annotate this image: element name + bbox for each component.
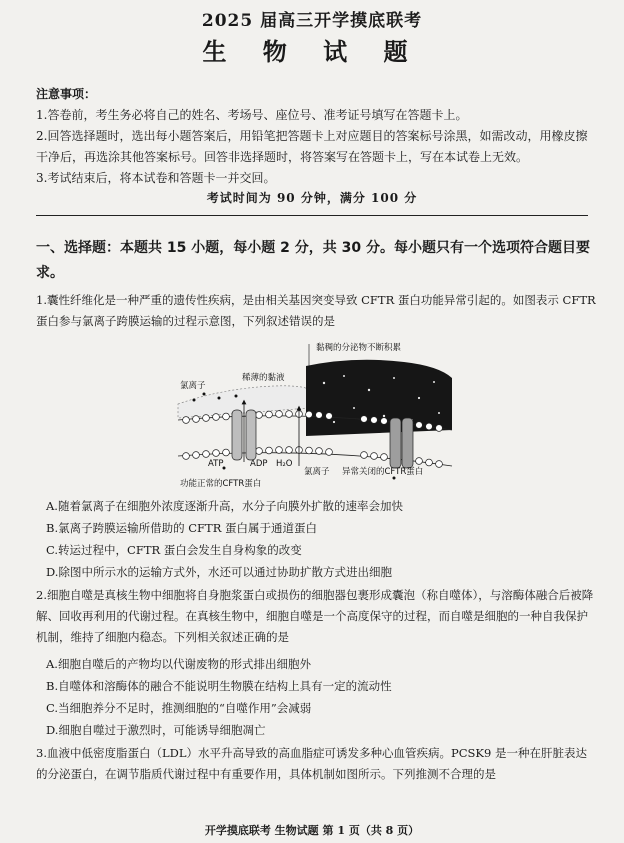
label-chloride-ion: 氯离子: [180, 381, 206, 391]
label-water: H₂O: [276, 459, 293, 469]
cftr-diagram: [164, 338, 464, 490]
question-1-stem: 1.囊性纤维化是一种严重的遗传性疾病，是由相关基因突变导致 CFTR 蛋白功能异常引起的。如图表示 CFTR 蛋白参与氯离子跨膜运输的过程示意图，下列叙述错误的是: [36, 293, 596, 328]
subject-title: 生 物 试 题: [202, 38, 422, 66]
section-heading: 一、选择题：本题共 15 小题，每小题 2 分，共 30 分。每小题只有一个选项符合题目要求。: [36, 240, 590, 281]
question-1-option-a: A.随着氯离子在细胞外浓度逐渐升高，水分子向膜外扩散的速率会加快: [46, 499, 403, 513]
label-normal-cftr: 功能正常的CFTR蛋白: [180, 479, 262, 489]
question-1-option-b: B.氯离子跨膜运输所借助的 CFTR 蛋白属于通道蛋白: [46, 521, 318, 535]
question-3-stem: 3.血液中低密度脂蛋白（LDL）水平升高导致的高血脂症可诱发多种心血管疾病。PCSK9 是一种在肝脏表达的分泌蛋白，在调节脂质代谢过程中有重要作用，具体机制如图所示。下列推测不合理的是: [36, 746, 587, 781]
page-footer: 开学摸底联考 生物试题 第 1 页（共 8 页）: [204, 824, 420, 837]
question-1-option-d: D.除图中所示水的运输方式外，水还可以通过协助扩散方式进出细胞: [46, 565, 392, 579]
notice-item-3: 3.考试结束后，将本试卷和答题卡一并交回。: [36, 171, 276, 185]
notice-item-1: 1.答卷前，考生务必将自己的姓名、考场号、座位号、准考证号填写在答题卡上。: [36, 108, 468, 122]
notice-item-2: 2.回答选择题时，选出每小题答案后，用铅笔把答题卡上对应题目的答案标号涂黑，如需改动，用橡皮擦干净后，再选涂其他答案标号。回答非选择题时，将答案写在答题卡上，写在本试卷上无效。: [36, 129, 588, 164]
exam-title: 2025 届高三开学摸底联考: [201, 11, 423, 31]
label-thin-mucus: 稀薄的黏液: [242, 373, 285, 383]
question-2-option-b: B.自噬体和溶酶体的融合不能说明生物膜在结构上具有一定的流动性: [46, 679, 392, 693]
divider-line: [36, 215, 588, 216]
question-2-option-a: A.细胞自噬后的产物均以代谢废物的形式排出细胞外: [46, 657, 311, 671]
notice-block: [36, 84, 596, 189]
label-atp: ATP: [208, 459, 224, 469]
question-1-option-c: C.转运过程中，CFTR 蛋白会发生自身构象的改变: [46, 543, 302, 557]
label-abnormal-cftr: 异常关闭的CFTR蛋白: [342, 467, 424, 477]
label-mucus-buildup: 黏稠的分泌物不断积累: [316, 343, 402, 353]
exam-time-line: 考试时间为 90 分钟，满分 100 分: [206, 191, 418, 205]
label-adp: ADP: [250, 459, 268, 469]
question-2-option-d: D.细胞自噬过于激烈时，可能诱导细胞凋亡: [46, 723, 266, 737]
label-chloride-ion-2: 氯离子: [304, 467, 330, 477]
question-2-stem: 2.细胞自噬是真核生物中细胞将自身胞浆蛋白或损伤的细胞器包裹形成囊泡（称自噬体），与溶酶体融合后被降解、回收再利用的代谢过程。在真核生物中，细胞自噬是一个高度保守的过程，而自噬是细胞的一种自我保护机制，维持了细胞内稳态。下列相关叙述正确的是: [36, 588, 594, 644]
question-2-option-c: C.当细胞养分不足时，推测细胞的“自噬作用”会减弱: [46, 701, 312, 715]
normal-cftr-protein: [232, 402, 256, 462]
notice-heading: 注意事项：: [36, 87, 97, 101]
